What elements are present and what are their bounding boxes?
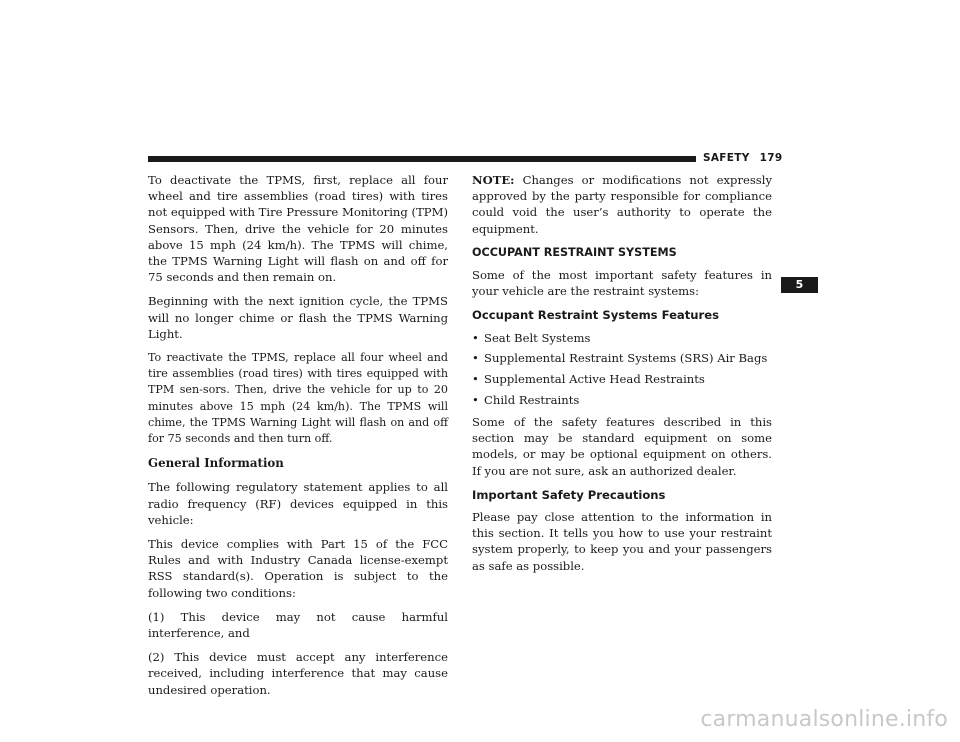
regulatory-paragraph: The following regulatory statement applies to all radio frequency (RF) devices equipped in this vehicle:: [148, 480, 448, 527]
chapter-tab: 5: [781, 277, 818, 293]
list-item: • Supplemental Restraint Systems (SRS) Air Bags: [472, 350, 772, 366]
precautions-heading: Important Safety Precautions: [472, 487, 666, 502]
restraint-intro-paragraph: Some of the most important safety features in your vehicle are the restraint systems:: [472, 268, 772, 299]
section-title: SAFETY: [703, 152, 750, 164]
ignition-cycle-paragraph: Beginning with the next ignition cycle, the TPMS will no longer chime or flash the TPMS Warning Light.: [148, 294, 448, 341]
condition-2-paragraph: (2) This device must accept any interference received, including interference that may cause undesired operation.: [148, 650, 448, 697]
precautions-paragraph: Please pay close attention to the information in this section. It tells you how to use your restraint system properly, to keep you and your passengers as safe as possible.: [472, 509, 772, 573]
left-column: [148, 172, 448, 706]
condition-1-paragraph: (1) This device may not cause harmful interference, and: [148, 609, 448, 641]
reactivate-paragraph: To reactivate the TPMS, replace all four wheel and tire assemblies (road tires) with tires equipped with TPM sen-sors. Then, drive the vehicle for up to 20 minutes above 15 mph (24 km/h). The TPMS will chime, the TPMS Warning Light will flash on and off for 75 seconds and then turn off.: [148, 351, 448, 446]
features-heading: Occupant Restraint Systems Features: [472, 308, 720, 323]
list-item: • Child Restraints: [472, 392, 772, 408]
features-list: [472, 330, 772, 408]
running-header: [703, 152, 782, 164]
note-text: Changes or modifications not expressly approved by the party responsible for compliance could void the user’s authority to operate the equipment.: [472, 173, 772, 236]
general-information-heading: General Information: [148, 456, 284, 471]
note-paragraph: [472, 172, 772, 237]
list-item: • Supplemental Active Head Restraints: [472, 371, 772, 387]
right-column: [472, 172, 772, 582]
watermark: carmanualsonline.info: [700, 707, 948, 732]
note-label: NOTE:: [472, 173, 515, 187]
fcc-paragraph: This device complies with Part 15 of the FCC Rules and with Industry Canada license-exempt RSS standard(s). Operation is subject to the following two conditions:: [148, 537, 448, 600]
occupant-restraint-heading: OCCUPANT RESTRAINT SYSTEMS: [472, 245, 677, 259]
safety-features-paragraph: Some of the safety features described in this section may be standard equipment on some models, or may be optional equipment on others. If you are not sure, ask an authorized dealer.: [472, 414, 772, 478]
header-rule: [148, 156, 696, 162]
deactivate-paragraph: To deactivate the TPMS, first, replace all four wheel and tire assemblies (road tires) with tires not equipped with Tire Pressure Monitoring (TPM) Sensors. Then, drive the vehicle for 20 minutes above 15 mph (24 km/h). The TPMS will chime, the TPMS Warning Light will flash on and off for 75 seconds and then remain on.: [148, 173, 448, 285]
list-item: • Seat Belt Systems: [472, 330, 772, 346]
page-number: 179: [759, 152, 783, 164]
